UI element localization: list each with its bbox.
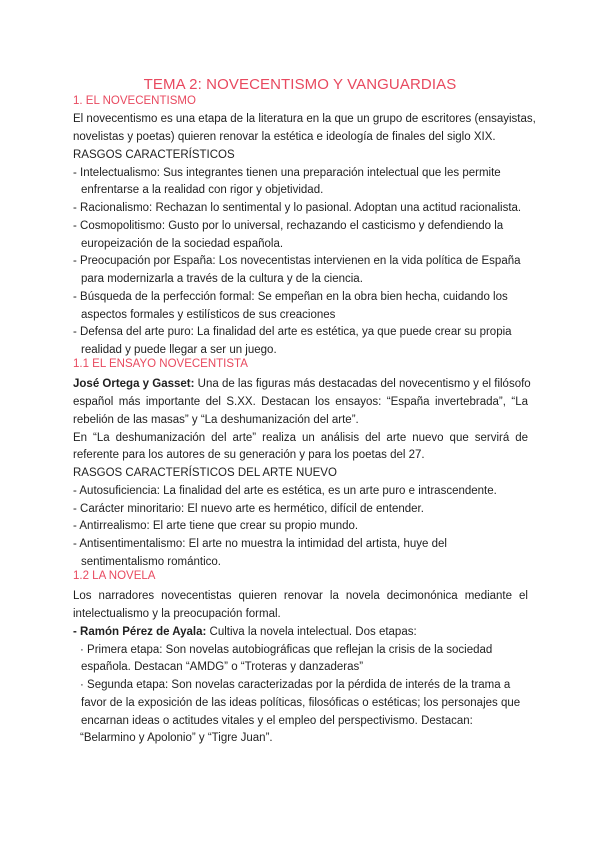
- paragraph-line: El novecentismo es una etapa de la literatura en la que un grupo de escritores (ensayistas,: [73, 113, 536, 125]
- page-title: TEMA 2: NOVECENTISMO Y VANGUARDIAS: [143, 76, 457, 93]
- list-item: - Antirrealismo: El arte tiene que crear su propio mundo.: [73, 520, 359, 532]
- list-item-continuation: española. Destacan “AMDG” o “Troteras y danzaderas”: [81, 661, 364, 673]
- author-name-ramon: - Ramón Pérez de Ayala:: [73, 626, 207, 638]
- subheading-rasgos: RASGOS CARACTERÍSTICOS: [73, 149, 235, 161]
- subheading-rasgos-arte-nuevo: RASGOS CARACTERÍSTICOS DEL ARTE NUEVO: [73, 467, 337, 479]
- paragraph-line: novelistas y poetas) quieren renovar la estética e ideología de finales del siglo XIX.: [73, 131, 496, 143]
- list-item: - Búsqueda de la perfección formal: Se empeñan en la obra bien hecha, cuidando los: [73, 291, 508, 303]
- list-item: - Racionalismo: Rechazan lo sentimental y lo pasional. Adoptan una actitud racionalista.: [73, 202, 522, 214]
- paragraph-line: En “La deshumanización del arte” realiza un análisis del arte nuevo que servirá de: [73, 432, 528, 444]
- list-item: - Preocupación por España: Los novecentistas intervienen en la vida política de España: [73, 255, 521, 267]
- list-item: - Carácter minoritario: El nuevo arte es hermético, difícil de entender.: [73, 503, 424, 515]
- list-item-continuation: “Belarmino y Apolonio” y “Tigre Juan”.: [80, 732, 273, 744]
- paragraph-line: [73, 625, 417, 639]
- list-item: · Segunda etapa: Son novelas caracterizadas por la pérdida de interés de la trama a: [80, 679, 511, 691]
- list-item: - Intelectualismo: Sus integrantes tienen una preparación intelectual que les permite: [73, 167, 501, 179]
- list-item-continuation: encarnan ideas o actitudes vitales y el empleo del perspectivismo. Destacan:: [81, 715, 473, 727]
- list-item-continuation: europeización de la sociedad española.: [81, 238, 284, 250]
- list-item-continuation: sentimentalismo romántico.: [81, 556, 221, 568]
- list-item: - Cosmopolitismo: Gusto por lo universal, rechazando el casticismo y defendiendo la: [73, 220, 504, 232]
- paragraph-line: Los narradores novecentistas quieren renovar la novela decimonónica mediante el: [73, 590, 528, 602]
- list-item-continuation: enfrentarse a la realidad con rigor y objetividad.: [81, 184, 324, 196]
- list-item: - Defensa del arte puro: La finalidad del arte es estética, ya que puede crear su propia: [73, 326, 512, 338]
- list-item: - Autosuficiencia: La finalidad del arte es estética, es un arte puro e intrascendente.: [73, 485, 497, 497]
- paragraph-line: rebelión de las masas” y “La deshumanización del arte”.: [73, 414, 359, 426]
- list-item-continuation: realidad y puede llegar a ser un juego.: [81, 344, 277, 356]
- section-heading-novela: 1.2 LA NOVELA: [73, 570, 156, 582]
- paragraph-line: intelectualismo y la preocupación formal.: [73, 608, 281, 620]
- author-name-ortega: José Ortega y Gasset:: [73, 378, 195, 390]
- paragraph-line: [73, 377, 531, 391]
- list-item-continuation: favor de la exposición de las ideas políticas, filosóficas o estéticas; los personajes que: [81, 697, 521, 709]
- paragraph-text: Una de las figuras más destacadas del novecentismo y el filósofo: [194, 378, 531, 390]
- list-item-continuation: para modernizarla a través de la cultura y de la ciencia.: [81, 273, 363, 285]
- paragraph-line: español más importante del S.XX. Destacan los ensayos: “España invertebrada”, “La: [73, 396, 528, 408]
- list-item: - Antisentimentalismo: El arte no muestra la intimidad del artista, huye del: [73, 538, 447, 550]
- list-item: · Primera etapa: Son novelas autobiográficas que reflejan la crisis de la sociedad: [80, 644, 493, 656]
- section-heading-novecentismo: 1. EL NOVECENTISMO: [73, 95, 196, 107]
- paragraph-text: Cultiva la novela intelectual. Dos etapas:: [206, 626, 417, 638]
- paragraph-line: referente para los autores de su generación y para los poetas del 27.: [73, 449, 425, 461]
- section-heading-ensayo: 1.1 EL ENSAYO NOVECENTISTA: [73, 358, 248, 370]
- list-item-continuation: aspectos formales y estilísticos de sus creaciones: [81, 309, 336, 321]
